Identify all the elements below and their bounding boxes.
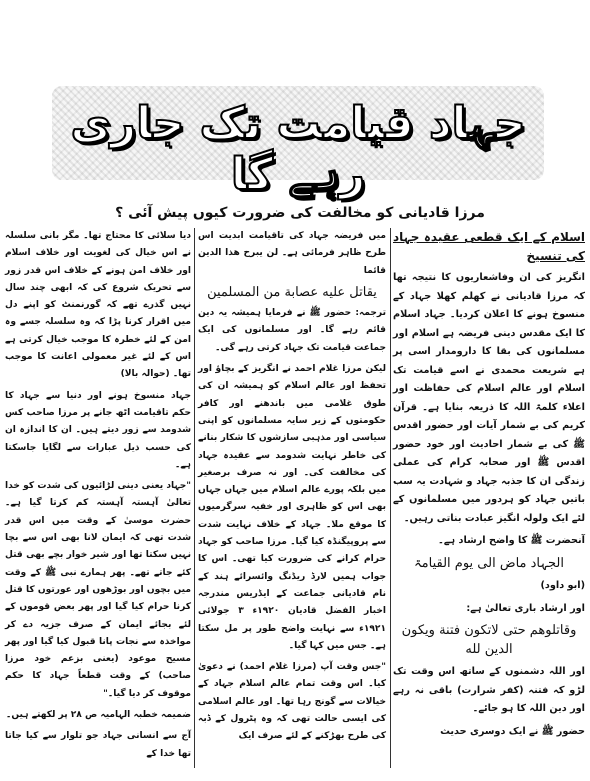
subtitle: مرزا قادیانی کو مخالفت کی ضرورت کیوں پیش آئی ؟ bbox=[115, 205, 485, 221]
paragraph: میں فریضہ جہاد کی تاقیامت ابدیت اس طرح ظاہر فرمائی ہے۔ لن یبرح ھذا الدین قائما bbox=[198, 231, 386, 276]
banner-title: جہاد قیامت تک جاری رہے گا bbox=[70, 98, 526, 200]
arabic-quote: یقاتل علیه عصابة من المسلمین bbox=[207, 284, 377, 300]
paragraph: آنحضرت ﷺ کا واضح ارشاد ہے۔ bbox=[438, 535, 585, 546]
paragraph: حضور ﷺ نے ایک دوسری حدیث bbox=[440, 725, 585, 737]
column-left bbox=[5, 228, 191, 767]
section-heading: اسلام کے ایک قطعی عقیدہ جہاد کی تنسیخ bbox=[393, 230, 585, 263]
arabic-quote: وقاتلوهم حتى لاتكون فتنة ويكون الدين لله bbox=[401, 623, 577, 657]
title-banner bbox=[52, 86, 544, 200]
paragraph: ترجمہ: حضور ﷺ نے فرمایا ہمیشہ یہ دین قائم رہے گا۔ اور مسلمانوں کی ایک جماعت قیامت تک جہاد کرتی رہے گی۔ bbox=[198, 308, 386, 353]
column-divider bbox=[194, 228, 195, 768]
paragraph: دیا سلائی کا محتاج تھا۔ مگر بانی سلسلہ نے اس خیال کی لغویت اور خلاف اسلام اور خلاف امن ہونے کے خلاف اس قدر زور سے تحریک شروع کی کہ ابھی چند سال نہیں گذرے تھے کہ گورنمنٹ کو اپنے دل میں اقرار کرنا پڑا کہ وہ سلسلہ جسے وہ امن کے لئے خطرہ کا موجب خیال کرتی ہے اس کے لئے غیر معمولی اعانت کا موجب تھا۔ (حوالہ بالا) bbox=[5, 231, 191, 380]
column-divider bbox=[390, 228, 391, 768]
paragraph: اور ارشاد باری تعالیٰ ہے: bbox=[466, 602, 585, 614]
column-right bbox=[393, 228, 585, 745]
paragraph: ضمیمہ خطبہ الہامیہ ص ۲۸ پر لکھتے ہیں۔ bbox=[6, 710, 191, 721]
paragraph: جہاد منسوخ ہونے اور دنیا سے جہاد کا حکم تاقیامت اٹھ جانے پر مرزا صاحب کس شدومد سے زور دیتے ہیں۔ ان کا اندازہ ان کی حسب ذیل عبارات سے لگایا جاسکتا ہے۔ bbox=[5, 390, 191, 470]
paragraph: "جہاد یعنی دینی لڑائیوں کی شدت کو خدا تعالیٰ آہستہ آہستہ کم کرتا گیا ہے۔ حضرت موسیٰ کے وقت میں اس قدر شدت تھی کہ ایمان لانا بھی اس سے بچا نہیں سکتا تھا اور شیر خوار بچے بھی قتل کئے جاتے تھے۔ پھر ہمارے نبی ﷺ کے وقت میں بچوں اور بوڑھوں اور عورتوں کا قتل کرنا حرام کیا گیا اور پھر بعض قوموں کے لئے بجائے ایمان کے صرف جزیہ دے کر مواخذہ سے نجات پانا قبول کیا گیا اور پھر مسیح موعود (یعنی بزعم خود مرزا صاحب) کے وقت قطعاً جہاد کا حکم موقوف کر دیا گیا۔" bbox=[5, 481, 191, 699]
paragraph: اور اللہ دشمنوں کے ساتھ اس وقت تک لڑو کہ فتنہ (کفر شرارت) باقی نہ رہے اور دین اللہ کا ہو جائے۔ bbox=[393, 666, 585, 714]
column-middle bbox=[198, 228, 386, 750]
arabic-quote: الجہاد ماض الی یوم القیامۃ bbox=[414, 555, 564, 571]
paragraph: لیکن مرزا غلام احمد نے انگریز کے بچاؤ اور تحفظ اور عالم اسلام کو ہمیشہ ان کی طوق غلامی میں باندھنے اور کافر حکومتوں کے زیر سایہ مسلمانوں کو اپنی سیاسی اور مذہبی سازشوں کا شکار بنانے کی خاطر نہایت شدومد سے عقیدہ جہاد کی مخالفت کی۔ اور نہ صرف برصغیر میں بلکہ پورے عالم اسلام میں جہاں جہاں بھی اس کو ظاہری اور خفیہ سرگرمیوں کا موقع ملا۔ جہاد کے خلاف نہایت شدت سے پروپیگنڈہ کیا گیا۔ مرزا صاحب کو جہاد حرام کرانے کی ضرورت کیا تھی۔ اس کا جواب ہمیں لارڈ ریڈنگ وائسرائے ہند کے نام قادیانی جماعت کے ایڈریس مندرجہ اخبار الفضل قادیان ۱۹۲۰ء ۳ جولائی ۱۹۲۱ء سے نہایت واضح طور پر مل سکتا ہے۔ جس میں کہا گیا۔ bbox=[198, 364, 386, 651]
paragraph: انگریز کی ان وفاشعاریوں کا نتیجہ تھا کہ مرزا قادیانی نے کھلم کھلا جہاد کے منسوخ ہونے کا اعلان کردیا۔ جہاد اسلام کا ایک مقدس دینی فریضہ ہے اسلام اور مسلمانوں کی بقا کا دارومدار اسی پر ہے شریعت محمدی نے اسے قیامت تک اسلام اور عالم اسلام کی حفاظت اور اعلاء کلمۃ اللہ کا ذریعہ بنایا ہے۔ قرآن کریم کی بے شمار آیات اور حضور اقدس ﷺ کی بے شمار احادیث اور خود حضور اقدس ﷺ اور صحابہ کرام کی عملی زندگی ان کا جذبہ جہاد و شہادت یہ سب باتیں جہاد کو ہردور میں مسلمانوں کے لئے ایک ولولہ انگیز عبادت بناتی رہیں۔ bbox=[393, 272, 585, 524]
paragraph: آج سے انسانی جہاد جو تلوار سے کیا جاتا تھا خدا کے bbox=[5, 731, 191, 759]
citation: (ابو داود) bbox=[540, 580, 585, 591]
paragraph: "جس وقت آپ (مرزا غلام احمد) نے دعویٰ کیا۔ اس وقت تمام عالم اسلام جہاد کے خیالات سے گونج رہا تھا۔ اور عالم اسلامی کی ایسی حالت تھی کہ وہ پٹرول کے ڈبہ کی طرح بھڑکنے کے لئے صرف ایک bbox=[198, 662, 386, 742]
